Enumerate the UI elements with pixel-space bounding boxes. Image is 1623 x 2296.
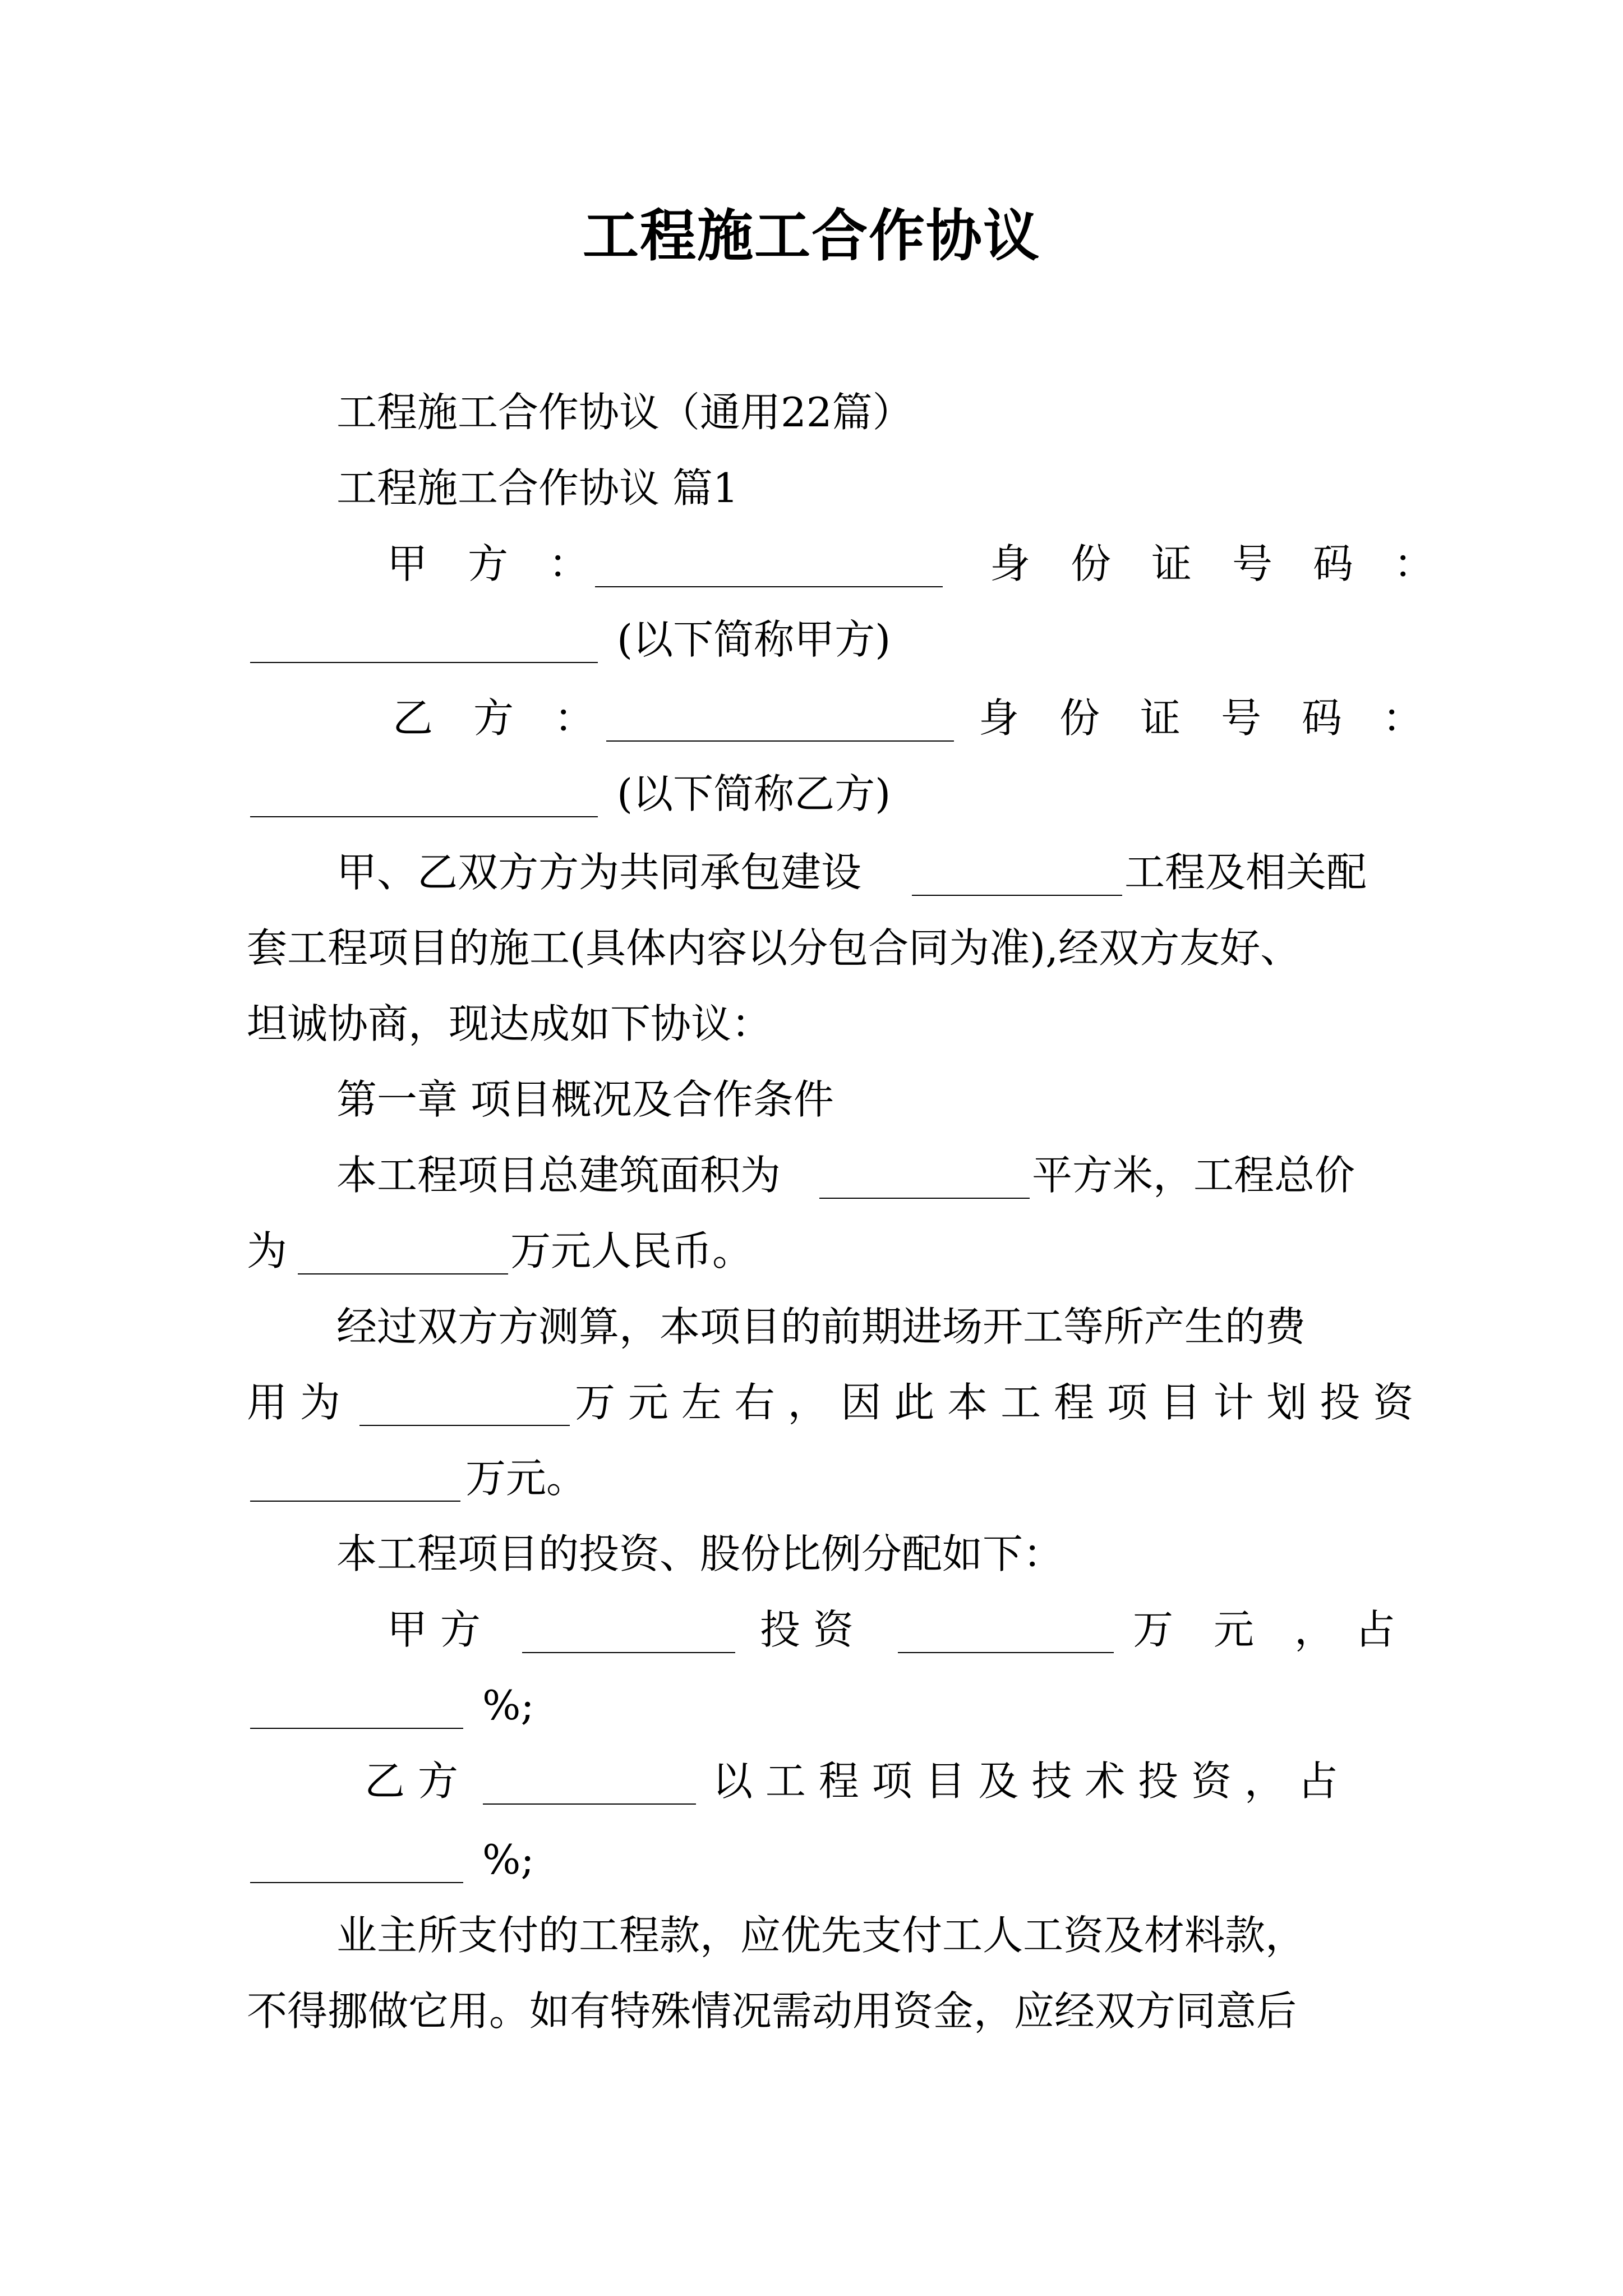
party-b-percent-sign: %; <box>482 1836 534 1883</box>
project-name-blank <box>912 895 1122 896</box>
paragraph-1-part-b: 工程及相关配 <box>1124 849 1367 896</box>
party-a-percent-sign: %; <box>482 1682 534 1729</box>
planned-investment-blank <box>250 1501 460 1502</box>
paragraph-2-part-a: 本工程项目总建筑面积为 <box>336 1152 781 1199</box>
paragraph-4: 本工程项目的投资、股份比例分配如下： <box>336 1530 1064 1577</box>
paragraph-2-line-2-a: 为 <box>247 1227 288 1274</box>
party-a-id-blank <box>250 662 598 663</box>
party-a-name-blank <box>595 586 943 587</box>
paragraph-3-line-1: 经过双方方测算，本项目的前期进场开工等所产生的费 <box>336 1303 1306 1350</box>
party-a-amount-blank <box>898 1652 1114 1653</box>
party-a-invest-label: 甲 方 <box>387 1606 481 1653</box>
document-subtitle: 工程施工合作协议（通用22篇） <box>336 389 913 436</box>
total-price-blank <box>298 1273 508 1274</box>
article-heading: 工程施工合作协议 篇1 <box>336 464 739 512</box>
party-a-percent-blank <box>250 1728 463 1729</box>
area-blank <box>819 1198 1030 1199</box>
party-a-invest-word: 投 资 <box>760 1606 854 1653</box>
party-b-id-label: 身 份 证 号 码 ： <box>979 694 1423 742</box>
paragraph-1-part-a: 甲、乙双方方为共同承包建设 <box>336 849 862 896</box>
chapter-1-heading: 第一章 项目概况及合作条件 <box>336 1076 834 1123</box>
party-b-abbr: (以下简称乙方) <box>617 770 891 817</box>
party-b-invest-blank <box>483 1803 696 1805</box>
paragraph-2-part-b: 平方米，工程总价 <box>1032 1152 1355 1199</box>
paragraph-1-line-2: 套工程项目的施工(具体内容以分包合同为准),经双方友好、 <box>247 924 1301 972</box>
paragraph-3-line-2-b: 万 元 左 右 ， 因 此 本 工 程 项 目 计 划 投 资 <box>575 1379 1414 1426</box>
party-a-label: 甲 方 ： <box>387 540 589 587</box>
paragraph-1-line-3: 坦诚协商，现达成如下协议： <box>247 1000 772 1047</box>
party-a-abbr: (以下简称甲方) <box>617 616 891 663</box>
party-b-id-blank <box>250 816 598 817</box>
party-b-percent-blank <box>250 1882 463 1883</box>
preliminary-cost-blank <box>359 1425 570 1426</box>
paragraph-2-line-2-b: 万元人民币。 <box>510 1227 753 1274</box>
party-b-invest-label: 乙 方 <box>365 1757 458 1805</box>
party-b-invest-text: 以 工 程 项 目 及 技 术 投 资 ， 占 <box>712 1757 1338 1805</box>
party-a-unit-share: 万 元 ， 占 <box>1133 1606 1396 1653</box>
paragraph-7-line-1: 业主所支付的工程款，应优先支付工人工资及材料款， <box>336 1912 1306 1959</box>
paragraph-3-line-2-a: 用 为 <box>247 1379 340 1426</box>
paragraph-7-line-2: 不得挪做它用。如有特殊情况需动用资金，应经双方同意后 <box>247 1987 1297 2035</box>
party-a-id-label: 身 份 证 号 码 ： <box>990 540 1435 587</box>
party-b-label: 乙 方 ： <box>393 694 595 742</box>
party-b-name-blank <box>606 740 954 742</box>
party-a-invest-type-blank <box>522 1652 735 1653</box>
document-title: 工程施工合作协议 <box>583 203 1040 269</box>
paragraph-3-line-3: 万元。 <box>465 1455 587 1502</box>
